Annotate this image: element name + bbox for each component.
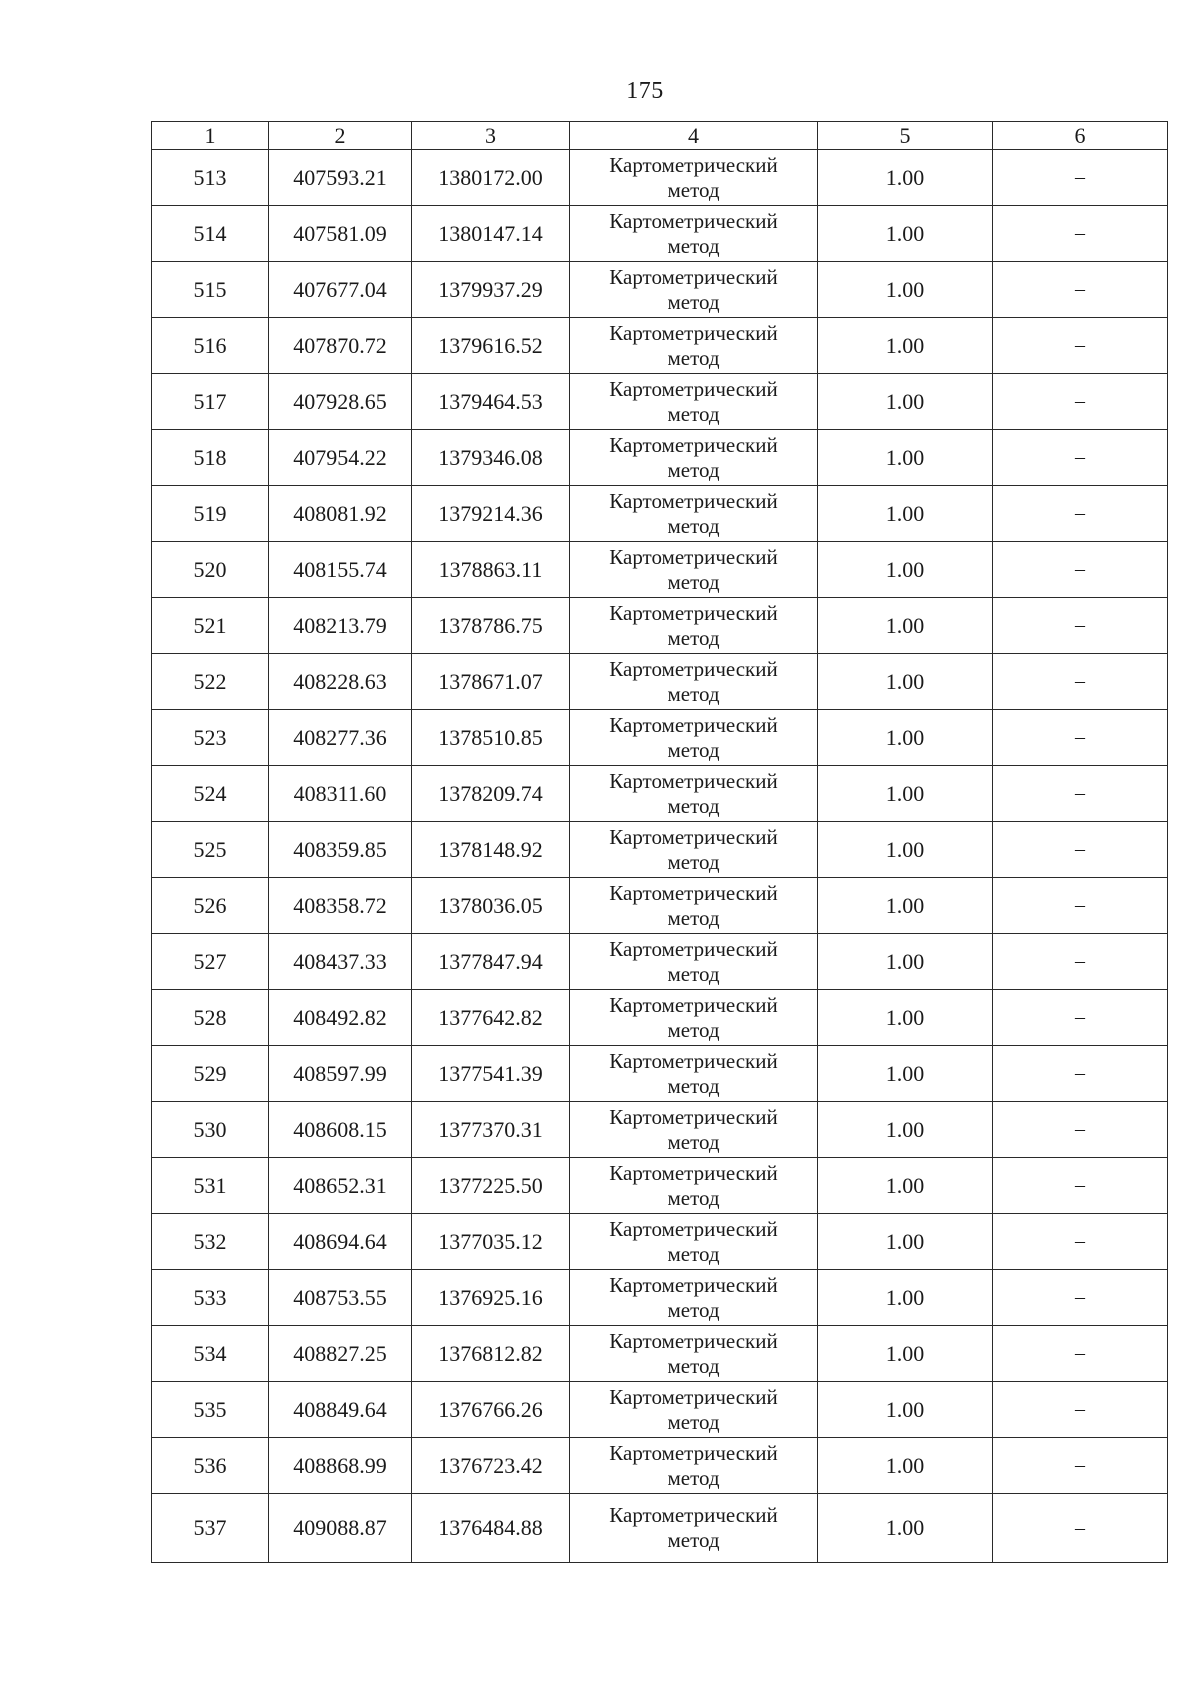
point-number-cell: 531: [152, 1158, 269, 1214]
point-number-cell: 519: [152, 486, 269, 542]
accuracy-cell: 1.00: [818, 1494, 993, 1563]
point-number-cell: 514: [152, 206, 269, 262]
method-cell: [570, 1158, 818, 1214]
method-cell: [570, 1046, 818, 1102]
method-line-1: Картометрический: [609, 768, 778, 793]
accuracy-cell: 1.00: [818, 934, 993, 990]
header-col-4: 4: [570, 122, 818, 150]
table-row: [152, 486, 1168, 542]
table-row: [152, 1438, 1168, 1494]
x-coordinate-cell: 408492.82: [269, 990, 412, 1046]
y-coordinate-cell: 1376812.82: [412, 1326, 570, 1382]
y-coordinate-cell: 1377225.50: [412, 1158, 570, 1214]
point-number-cell: 530: [152, 1102, 269, 1158]
accuracy-cell: 1.00: [818, 1158, 993, 1214]
method-line-1: Картометрический: [609, 656, 778, 681]
accuracy-cell: 1.00: [818, 542, 993, 598]
header-col-5: 5: [818, 122, 993, 150]
method-cell: [570, 990, 818, 1046]
table-row: [152, 1326, 1168, 1382]
x-coordinate-cell: 408652.31: [269, 1158, 412, 1214]
note-cell: –: [993, 486, 1168, 542]
accuracy-cell: 1.00: [818, 878, 993, 934]
table-row: [152, 598, 1168, 654]
table-row: [152, 1046, 1168, 1102]
point-number-cell: 527: [152, 934, 269, 990]
accuracy-cell: 1.00: [818, 990, 993, 1046]
y-coordinate-cell: 1376723.42: [412, 1438, 570, 1494]
table-row: [152, 1270, 1168, 1326]
x-coordinate-cell: 407954.22: [269, 430, 412, 486]
method-line-2: метод: [667, 625, 720, 650]
table-row: [152, 374, 1168, 430]
method-line-2: метод: [667, 681, 720, 706]
accuracy-cell: 1.00: [818, 1102, 993, 1158]
point-number-cell: 522: [152, 654, 269, 710]
y-coordinate-cell: 1379346.08: [412, 430, 570, 486]
method-cell: [570, 1326, 818, 1382]
coordinates-table: [151, 121, 1168, 1563]
method-line-2: метод: [667, 1017, 720, 1042]
note-cell: –: [993, 1326, 1168, 1382]
method-line-1: Картометрический: [609, 320, 778, 345]
method-line-1: Картометрический: [609, 824, 778, 849]
y-coordinate-cell: 1379214.36: [412, 486, 570, 542]
accuracy-cell: 1.00: [818, 262, 993, 318]
method-cell: [570, 1214, 818, 1270]
method-line-2: метод: [667, 849, 720, 874]
note-cell: –: [993, 430, 1168, 486]
method-line-2: метод: [667, 289, 720, 314]
accuracy-cell: 1.00: [818, 1438, 993, 1494]
accuracy-cell: 1.00: [818, 1270, 993, 1326]
method-cell: [570, 710, 818, 766]
method-cell: [570, 486, 818, 542]
accuracy-cell: 1.00: [818, 206, 993, 262]
y-coordinate-cell: 1378671.07: [412, 654, 570, 710]
note-cell: –: [993, 1494, 1168, 1563]
y-coordinate-cell: 1377847.94: [412, 934, 570, 990]
note-cell: –: [993, 822, 1168, 878]
table-row: [152, 430, 1168, 486]
note-cell: –: [993, 1046, 1168, 1102]
x-coordinate-cell: 408155.74: [269, 542, 412, 598]
table-row: [152, 990, 1168, 1046]
x-coordinate-cell: 408081.92: [269, 486, 412, 542]
point-number-cell: 521: [152, 598, 269, 654]
table-row: [152, 1382, 1168, 1438]
table-row: [152, 766, 1168, 822]
method-line-1: Картометрический: [609, 1160, 778, 1185]
method-cell: [570, 934, 818, 990]
method-line-1: Картометрический: [609, 1328, 778, 1353]
point-number-cell: 526: [152, 878, 269, 934]
method-line-2: метод: [667, 961, 720, 986]
method-cell: [570, 878, 818, 934]
table-row: [152, 654, 1168, 710]
method-line-1: Картометрический: [609, 1272, 778, 1297]
note-cell: –: [993, 542, 1168, 598]
method-line-1: Картометрический: [609, 1384, 778, 1409]
table-row: [152, 878, 1168, 934]
table-row: [152, 710, 1168, 766]
point-number-cell: 528: [152, 990, 269, 1046]
x-coordinate-cell: 408277.36: [269, 710, 412, 766]
note-cell: –: [993, 1214, 1168, 1270]
x-coordinate-cell: 407870.72: [269, 318, 412, 374]
y-coordinate-cell: 1378036.05: [412, 878, 570, 934]
table-row: [152, 206, 1168, 262]
note-cell: –: [993, 990, 1168, 1046]
method-line-1: Картометрический: [609, 488, 778, 513]
method-line-1: Картометрический: [609, 1104, 778, 1129]
note-cell: –: [993, 1270, 1168, 1326]
accuracy-cell: 1.00: [818, 1046, 993, 1102]
accuracy-cell: 1.00: [818, 766, 993, 822]
method-cell: [570, 150, 818, 206]
method-line-2: метод: [667, 1353, 720, 1378]
method-line-1: Картометрический: [609, 600, 778, 625]
accuracy-cell: 1.00: [818, 822, 993, 878]
accuracy-cell: 1.00: [818, 318, 993, 374]
method-line-2: метод: [667, 513, 720, 538]
method-cell: [570, 1438, 818, 1494]
table-row: [152, 1158, 1168, 1214]
y-coordinate-cell: 1379464.53: [412, 374, 570, 430]
accuracy-cell: 1.00: [818, 1214, 993, 1270]
y-coordinate-cell: 1379616.52: [412, 318, 570, 374]
x-coordinate-cell: 408228.63: [269, 654, 412, 710]
method-cell: [570, 430, 818, 486]
method-line-1: Картометрический: [609, 1440, 778, 1465]
y-coordinate-cell: 1380147.14: [412, 206, 570, 262]
y-coordinate-cell: 1377370.31: [412, 1102, 570, 1158]
method-cell: [570, 1270, 818, 1326]
note-cell: –: [993, 318, 1168, 374]
method-cell: [570, 822, 818, 878]
accuracy-cell: 1.00: [818, 654, 993, 710]
header-col-3: 3: [412, 122, 570, 150]
method-line-1: Картометрический: [609, 1048, 778, 1073]
note-cell: –: [993, 1158, 1168, 1214]
note-cell: –: [993, 878, 1168, 934]
point-number-cell: 534: [152, 1326, 269, 1382]
note-cell: –: [993, 206, 1168, 262]
point-number-cell: 523: [152, 710, 269, 766]
accuracy-cell: 1.00: [818, 598, 993, 654]
note-cell: –: [993, 710, 1168, 766]
method-line-1: Картометрический: [609, 992, 778, 1017]
method-cell: [570, 318, 818, 374]
point-number-cell: 537: [152, 1494, 269, 1563]
table-row: [152, 1102, 1168, 1158]
point-number-cell: 518: [152, 430, 269, 486]
point-number-cell: 525: [152, 822, 269, 878]
y-coordinate-cell: 1377035.12: [412, 1214, 570, 1270]
method-cell: [570, 542, 818, 598]
method-line-2: метод: [667, 1465, 720, 1490]
method-cell: [570, 262, 818, 318]
point-number-cell: 529: [152, 1046, 269, 1102]
table-row: [152, 542, 1168, 598]
method-cell: [570, 374, 818, 430]
y-coordinate-cell: 1378786.75: [412, 598, 570, 654]
x-coordinate-cell: 408597.99: [269, 1046, 412, 1102]
method-line-2: метод: [667, 1073, 720, 1098]
accuracy-cell: 1.00: [818, 710, 993, 766]
table-row: [152, 1494, 1168, 1563]
y-coordinate-cell: 1376766.26: [412, 1382, 570, 1438]
x-coordinate-cell: 408213.79: [269, 598, 412, 654]
method-line-1: Картометрический: [609, 880, 778, 905]
x-coordinate-cell: 408868.99: [269, 1438, 412, 1494]
method-cell: [570, 1102, 818, 1158]
x-coordinate-cell: 407593.21: [269, 150, 412, 206]
x-coordinate-cell: 408437.33: [269, 934, 412, 990]
method-cell: [570, 654, 818, 710]
y-coordinate-cell: 1380172.00: [412, 150, 570, 206]
x-coordinate-cell: 407928.65: [269, 374, 412, 430]
method-line-2: метод: [667, 737, 720, 762]
method-line-2: метод: [667, 401, 720, 426]
method-line-2: метод: [667, 1129, 720, 1154]
method-line-2: метод: [667, 1528, 720, 1552]
method-line-2: метод: [667, 1409, 720, 1434]
x-coordinate-cell: 408311.60: [269, 766, 412, 822]
method-line-2: метод: [667, 457, 720, 482]
point-number-cell: 536: [152, 1438, 269, 1494]
x-coordinate-cell: 408694.64: [269, 1214, 412, 1270]
method-line-1: Картометрический: [609, 264, 778, 289]
method-cell: [570, 1382, 818, 1438]
note-cell: –: [993, 766, 1168, 822]
method-line-1: Картометрический: [609, 544, 778, 569]
header-col-2: 2: [269, 122, 412, 150]
method-cell: [570, 598, 818, 654]
table-row: [152, 262, 1168, 318]
point-number-cell: 524: [152, 766, 269, 822]
y-coordinate-cell: 1378148.92: [412, 822, 570, 878]
y-coordinate-cell: 1379937.29: [412, 262, 570, 318]
method-cell: [570, 206, 818, 262]
method-line-2: метод: [667, 905, 720, 930]
method-line-1: Картометрический: [609, 936, 778, 961]
point-number-cell: 515: [152, 262, 269, 318]
point-number-cell: 516: [152, 318, 269, 374]
y-coordinate-cell: 1376484.88: [412, 1494, 570, 1563]
table-row: [152, 822, 1168, 878]
table-header-row: [152, 122, 1168, 150]
y-coordinate-cell: 1377642.82: [412, 990, 570, 1046]
method-line-2: метод: [667, 345, 720, 370]
x-coordinate-cell: 408753.55: [269, 1270, 412, 1326]
accuracy-cell: 1.00: [818, 430, 993, 486]
accuracy-cell: 1.00: [818, 1382, 993, 1438]
method-line-2: метод: [667, 177, 720, 202]
method-line-1: Картометрический: [609, 376, 778, 401]
header-col-1: 1: [152, 122, 269, 150]
point-number-cell: 533: [152, 1270, 269, 1326]
method-line-1: Картометрический: [609, 208, 778, 233]
method-line-1: Картометрический: [609, 1503, 778, 1527]
note-cell: –: [993, 598, 1168, 654]
method-line-1: Картометрический: [609, 1216, 778, 1241]
x-coordinate-cell: 407677.04: [269, 262, 412, 318]
x-coordinate-cell: 409088.87: [269, 1494, 412, 1563]
method-line-2: метод: [667, 1297, 720, 1322]
accuracy-cell: 1.00: [818, 374, 993, 430]
note-cell: –: [993, 654, 1168, 710]
note-cell: –: [993, 150, 1168, 206]
accuracy-cell: 1.00: [818, 1326, 993, 1382]
y-coordinate-cell: 1378209.74: [412, 766, 570, 822]
accuracy-cell: 1.00: [818, 150, 993, 206]
method-line-2: метод: [667, 793, 720, 818]
x-coordinate-cell: 408359.85: [269, 822, 412, 878]
note-cell: –: [993, 262, 1168, 318]
page-number: 175: [626, 78, 664, 104]
x-coordinate-cell: 408608.15: [269, 1102, 412, 1158]
method-line-1: Картометрический: [609, 432, 778, 457]
method-line-2: метод: [667, 569, 720, 594]
point-number-cell: 517: [152, 374, 269, 430]
x-coordinate-cell: 408849.64: [269, 1382, 412, 1438]
point-number-cell: 535: [152, 1382, 269, 1438]
method-line-1: Картометрический: [609, 152, 778, 177]
table-row: [152, 318, 1168, 374]
point-number-cell: 513: [152, 150, 269, 206]
y-coordinate-cell: 1377541.39: [412, 1046, 570, 1102]
x-coordinate-cell: 408827.25: [269, 1326, 412, 1382]
table-row: [152, 1214, 1168, 1270]
method-line-2: метод: [667, 1185, 720, 1210]
header-col-6: 6: [993, 122, 1168, 150]
note-cell: –: [993, 934, 1168, 990]
x-coordinate-cell: 408358.72: [269, 878, 412, 934]
y-coordinate-cell: 1378863.11: [412, 542, 570, 598]
y-coordinate-cell: 1378510.85: [412, 710, 570, 766]
method-line-2: метод: [667, 233, 720, 258]
table-row: [152, 150, 1168, 206]
method-cell: [570, 1494, 818, 1563]
note-cell: –: [993, 374, 1168, 430]
table-row: [152, 934, 1168, 990]
point-number-cell: 532: [152, 1214, 269, 1270]
accuracy-cell: 1.00: [818, 486, 993, 542]
note-cell: –: [993, 1382, 1168, 1438]
y-coordinate-cell: 1376925.16: [412, 1270, 570, 1326]
x-coordinate-cell: 407581.09: [269, 206, 412, 262]
method-line-1: Картометрический: [609, 712, 778, 737]
note-cell: –: [993, 1102, 1168, 1158]
table-body: [152, 150, 1168, 1563]
method-cell: [570, 766, 818, 822]
note-cell: –: [993, 1438, 1168, 1494]
point-number-cell: 520: [152, 542, 269, 598]
method-line-2: метод: [667, 1241, 720, 1266]
